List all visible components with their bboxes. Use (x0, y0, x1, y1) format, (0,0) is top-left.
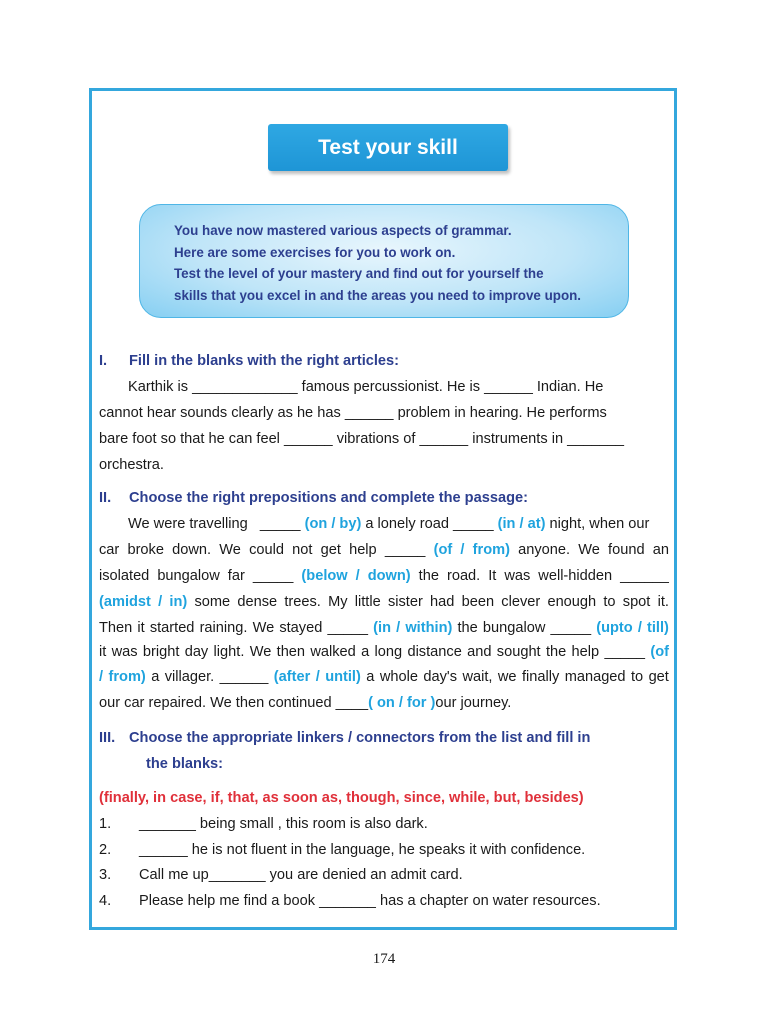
option-text: / (158, 594, 163, 610)
section-1-line: orchestra. (99, 457, 164, 473)
passage-text: _____ (327, 620, 369, 636)
question-item (99, 842, 585, 858)
passage-text: We (578, 542, 600, 558)
option-text: (on / by) (304, 516, 362, 532)
passage-text: road. (446, 568, 481, 584)
passage-text: distance (407, 644, 462, 660)
section-2-heading (99, 490, 528, 506)
passage-line (99, 542, 669, 558)
intro-line: skills that you excel in and the areas you need to improve upon. (174, 287, 582, 303)
passage-text: the (418, 568, 439, 584)
passage-text: a lonely road _____ (361, 516, 498, 532)
question-item (99, 867, 463, 883)
passage-line (99, 568, 669, 584)
passage-text: our car repaired. We then continued ____ (99, 695, 369, 711)
passage-text: It (488, 568, 497, 584)
passage-line (99, 516, 669, 532)
passage-line (99, 669, 669, 685)
option-text: / (396, 620, 401, 636)
question-number: 3. (99, 867, 112, 883)
passage-text: finally (521, 669, 560, 685)
passage-text: trees. (284, 594, 321, 610)
passage-text: well-hidden (538, 568, 613, 584)
page-number: 174 (372, 951, 396, 967)
question-number: 1. (99, 816, 112, 832)
passage-text: then (276, 644, 306, 660)
option-text: (amidst (99, 594, 151, 610)
passage-text: ______ (620, 568, 669, 584)
passage-text: a (366, 669, 375, 685)
passage-text: ______ (219, 669, 269, 685)
passage-text: wait, (462, 669, 493, 685)
passage-text: been (461, 594, 495, 610)
passage-text: We were travelling _____ (128, 516, 305, 532)
option-text: / (637, 620, 642, 636)
section-1-line: cannot hear sounds clearly as he has ______ problem in hearing. He performs (99, 405, 607, 421)
option-text: ( on / for ) (368, 695, 436, 711)
passage-text: an (652, 542, 669, 558)
passage-text: _____ (252, 568, 294, 584)
passage-text: it. (657, 594, 669, 610)
intro-line: You have now mastered various aspects of grammar. (174, 223, 512, 238)
passage-line (99, 644, 669, 660)
option-text: from) (108, 669, 146, 685)
passage-text: a (361, 644, 370, 660)
passage-text: bright (142, 644, 180, 660)
question-item (99, 893, 601, 909)
section-3-heading (99, 730, 669, 746)
section-1-title: Fill in the blanks with the right articles: (129, 353, 400, 369)
passage-text: sought (496, 644, 541, 660)
option-text: / (99, 669, 104, 685)
passage-text: the (457, 620, 478, 636)
passage-text: Then (99, 620, 133, 636)
passage-text: _____ (384, 542, 426, 558)
passage-text: get (320, 542, 341, 558)
passage-text: found (608, 542, 645, 558)
passage-text: _____ (550, 620, 592, 636)
section-3-heading-cont: the blanks: (146, 756, 224, 772)
passage-text: We (219, 542, 241, 558)
passage-text: started (149, 620, 195, 636)
passage-text: light. (213, 644, 245, 660)
passage-text: spot (622, 594, 651, 610)
section-1-number: I. (99, 353, 108, 369)
connector-list: (finally, in case, if, that, as soon as, though, since, while, but, besides) (99, 790, 584, 806)
passage-text: day (184, 644, 209, 660)
option-text: within) (405, 620, 453, 636)
question-text: Call me up_______ you are denied an admit card. (139, 867, 463, 883)
option-text: (after (273, 669, 311, 685)
passage-text: villager. (164, 669, 215, 685)
question-item (99, 816, 428, 832)
question-number: 2. (99, 842, 112, 858)
passage-text: down. (172, 542, 212, 558)
passage-text: to (603, 594, 616, 610)
passage-text: could (249, 542, 284, 558)
option-text: (in (373, 620, 392, 636)
intro-box (139, 204, 629, 318)
passage-text: isolated (99, 568, 150, 584)
option-text: down) (367, 568, 411, 584)
passage-text: help (349, 542, 377, 558)
passage-text: stayed (279, 620, 323, 636)
passage-text: broke (127, 542, 164, 558)
passage-text: We (252, 620, 275, 636)
question-number: 4. (99, 893, 112, 909)
option-text: till) (647, 620, 669, 636)
section-3-number: III. (99, 730, 116, 746)
option-text: (below (301, 568, 348, 584)
option-text: / (460, 542, 465, 558)
passage-text: walked (310, 644, 356, 660)
passage-text: sister (387, 594, 423, 610)
passage-text: far (227, 568, 245, 584)
passage-text: it (137, 620, 145, 636)
option-text: in) (169, 594, 188, 610)
passage-text: not (292, 542, 313, 558)
passage-text: to (630, 669, 644, 685)
passage-text: a (151, 669, 160, 685)
passage-text: day's (423, 669, 458, 685)
passage-text: My (328, 594, 348, 610)
passage-text: and (467, 644, 492, 660)
intro-line: Test the level of your mastery and find out for yourself the (174, 266, 544, 281)
option-text: (of (650, 644, 669, 660)
passage-text: little (354, 594, 381, 610)
passage-text: help (571, 644, 600, 660)
passage-text: it (99, 644, 107, 660)
passage-text: long (374, 644, 403, 660)
section-1-line: Karthik is _____________ famous percussionist. He is ______ Indian. He (128, 379, 604, 395)
option-text: / (355, 568, 360, 584)
section-2-number: II. (99, 490, 112, 506)
passage-text: _____ (604, 644, 646, 660)
passage-text: had (430, 594, 455, 610)
intro-line: Here are some exercises for you to work on. (174, 244, 456, 260)
passage-text: get (648, 669, 669, 685)
passage-text: the (545, 644, 567, 660)
passage-text: dense (237, 594, 278, 610)
passage-text: managed (564, 669, 626, 685)
passage-text: bungalow (482, 620, 546, 636)
passage-text: enough (547, 594, 597, 610)
section-2-title: Choose the right prepositions and complete the passage: (129, 490, 528, 506)
passage-text: night, when our (545, 516, 650, 532)
section-1-line: bare foot so that he can feel ______ vibrations of ______ instruments in _______ (99, 431, 624, 447)
passage-text: We (249, 644, 272, 660)
passage-line (99, 594, 669, 610)
option-text: until) (325, 669, 361, 685)
passage-line (99, 620, 669, 636)
passage-text: was (504, 568, 531, 584)
passage-text: car (99, 542, 120, 558)
passage-text: bungalow (157, 568, 220, 584)
section-3-title: Choose the appropriate linkers / connectors from the list and fill in (129, 730, 591, 746)
section-1-heading (99, 353, 399, 369)
option-text: / (315, 669, 320, 685)
passage-text: our journey. (435, 695, 512, 711)
question-text: _______ being small , this room is also dark. (139, 816, 428, 832)
passage-text: we (497, 669, 517, 685)
passage-text: whole (379, 669, 418, 685)
passage-text: raining. (199, 620, 248, 636)
passage-text: anyone. (518, 542, 571, 558)
question-text: Please help me find a book _______ has a chapter on water resources. (139, 893, 601, 909)
question-text: ______ he is not fluent in the language, he speaks it with confidence. (139, 842, 586, 858)
option-text: (of (433, 542, 453, 558)
passage-text: clever (501, 594, 541, 610)
option-text: from) (472, 542, 510, 558)
option-text: (in / at) (497, 516, 546, 532)
passage-text: was (111, 644, 138, 660)
option-text: (upto (596, 620, 633, 636)
passage-text: some (194, 594, 231, 610)
passage-line (99, 695, 669, 711)
page-title: Test your skill (268, 124, 508, 171)
